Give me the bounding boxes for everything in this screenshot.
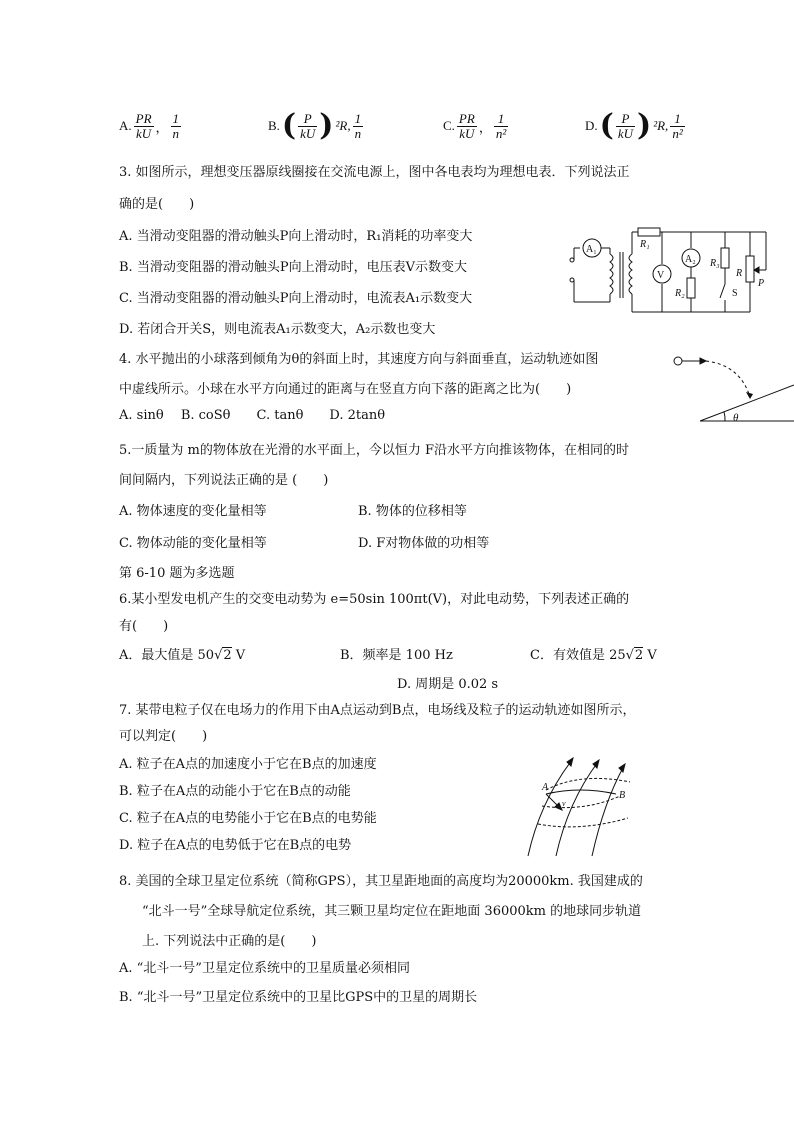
projectile-incline-diagram: [670, 345, 794, 427]
option-label: D.: [585, 118, 598, 133]
fraction: $\frac{1}{n}$: [172, 110, 180, 141]
fraction: $\frac{P}{kU}$: [617, 110, 634, 141]
q3-option-a: A. 当滑动变阻器的滑动触头P向上滑动时，R₁消耗的功率变大: [119, 229, 473, 244]
q8-option-a: A. “北斗一号”卫星定位系统中的卫星质量必须相同: [119, 961, 410, 976]
q7-option-c: C. 粒子在A点的电势能小于它在B点的电势能: [119, 811, 377, 826]
electric-field-diagram: [520, 752, 650, 860]
q6-stem-line2: 有( ): [119, 619, 169, 634]
q7-option-b: B. 粒子在A点的动能小于它在B点的动能: [119, 784, 351, 799]
p-label: P: [758, 278, 765, 289]
option-d-top: D. ( $\frac{P}{kU}$ ) ²R, $\frac{1}{\text{n²}}$: [585, 108, 683, 143]
fraction: $\frac{PR}{kU}$: [135, 110, 152, 141]
resistor-r3: [721, 248, 729, 268]
sqrt-symbol: √2: [214, 648, 232, 663]
sqrt-symbol: √2: [625, 648, 644, 663]
q5-option-c: C. 物体动能的变化量相等: [119, 536, 267, 551]
q8-option-b: B. “北斗一号”卫星定位系统中的卫星比GPS中的卫星的周期长: [119, 990, 478, 1005]
q7-stem-line2: 可以判定( ): [119, 729, 208, 744]
q6-option-d: D. 周期是 0.02 s: [397, 677, 499, 692]
q3-stem-line1: 3. 如图所示，理想变压器原线圈接在交流电源上，图中各电表均为理想电表．下列说法正: [119, 165, 630, 180]
option-a-top: A. $\frac{PR}{kU}$ ， $\frac{1}{n}$: [119, 110, 180, 141]
q6-stem-line1: 6.某小型发电机产生的交变电动势为 e=50sin 100πt(V)，对此电动势，下列表述正确的: [119, 592, 630, 607]
multi-choice-note: 第 6-10 题为多选题: [119, 566, 235, 581]
option-label: B.: [268, 118, 280, 133]
q3-option-c: C. 当滑动变阻器的滑动触头P向上滑动时，电流表A₁示数变大: [119, 291, 473, 306]
fraction: $\frac{PR}{kU}$: [458, 110, 475, 141]
option-b-top: B. ( $\frac{P}{kU}$ ) ²R, $\frac{1}{n}$: [268, 108, 362, 143]
q4-stem-line2: 中虚线所示。小球在水平方向通过的距离与在竖直方向下落的距离之比为( ): [119, 382, 572, 397]
r3-label: R₃: [710, 258, 720, 269]
q8-stem-line2: “北斗一号”全球导航定位系统，其三颗卫星均定位在距地面 36000km 的地球同步轨道: [142, 904, 642, 919]
q4-options: A. sinθ B. coSθ C. tanθ D. 2tanθ: [119, 408, 386, 423]
option-label: A.: [119, 118, 132, 133]
a1-label: A₁: [586, 244, 597, 255]
rheostat-r: [746, 256, 754, 282]
v-label: V: [657, 270, 665, 281]
option-c-top: C. $\frac{PR}{kU}$ ， $\frac{1}{\text{n²}}$: [443, 110, 507, 141]
q7-option-a: A. 粒子在A点的加速度小于它在B点的加速度: [119, 757, 377, 772]
q6-option-c: C．有效值是 25√2 V: [530, 648, 657, 663]
point-b-label: B: [619, 790, 626, 801]
r1-label: R₁: [640, 239, 650, 250]
fraction: $\frac{1}{n}$: [354, 110, 362, 141]
velocity-label: v: [562, 799, 566, 808]
point-a-label: A: [542, 782, 549, 793]
s-label: S: [732, 288, 738, 299]
fraction: $\frac{1}{\text{n²}}$: [672, 110, 683, 141]
q7-stem-line1: 7. 某带电粒子仅在电场力的作用下由A点运动到B点，电场线及粒子的运动轨迹如图所示，: [119, 703, 636, 718]
q5-option-d: D. F对物体做的功相等: [358, 536, 490, 551]
q7-option-d: D. 粒子在A点的电势低于它在B点的电势: [119, 838, 352, 853]
q6-option-a: A．最大值是 50√2 V: [119, 648, 246, 663]
a2-label: A₂: [685, 254, 696, 265]
q5-option-b: B. 物体的位移相等: [358, 504, 467, 519]
q3-stem-line2: 确的是( ): [119, 197, 195, 212]
transformer-circuit-diagram: [560, 222, 780, 318]
fraction: $\frac{1}{\text{n²}}$: [495, 110, 507, 141]
r2-label: R₂: [675, 288, 685, 299]
option-label: C.: [443, 118, 455, 133]
q3-option-d: D. 若闭合开关S，则电流表A₁示数变大，A₂示数也变大: [119, 322, 436, 337]
q8-stem-line1: 8. 美国的全球卫星定位系统（简称GPS），其卫星距地面的高度均为20000km. 我国建成的: [119, 874, 643, 889]
switch-s: [720, 284, 725, 298]
q6-option-b: B．频率是 100 Hz: [340, 648, 453, 663]
q5-stem-line1: 5.一质量为 m的物体放在光滑的水平面上，今以恒力 F沿水平方向推该物体，在相同的时: [119, 443, 630, 458]
resistor-r1: [638, 228, 660, 236]
fraction: $\frac{P}{kU}$: [300, 110, 316, 141]
q5-stem-line2: 间间隔内，下列说法正确的是 ( ): [119, 473, 329, 488]
q8-stem-line3: 上. 下列说法中正确的是( ): [142, 934, 317, 949]
q4-stem-line1: 4. 水平抛出的小球落到倾角为θ的斜面上时，其速度方向与斜面垂直，运动轨迹如图: [119, 352, 599, 367]
q3-option-b: B. 当滑动变阻器的滑动触头P向上滑动时，电压表V示数变大: [119, 260, 467, 275]
q5-option-a: A. 物体速度的变化量相等: [119, 504, 267, 519]
r-label: R: [736, 268, 743, 279]
resistor-r2: [687, 278, 695, 298]
theta-label: θ: [733, 412, 739, 424]
